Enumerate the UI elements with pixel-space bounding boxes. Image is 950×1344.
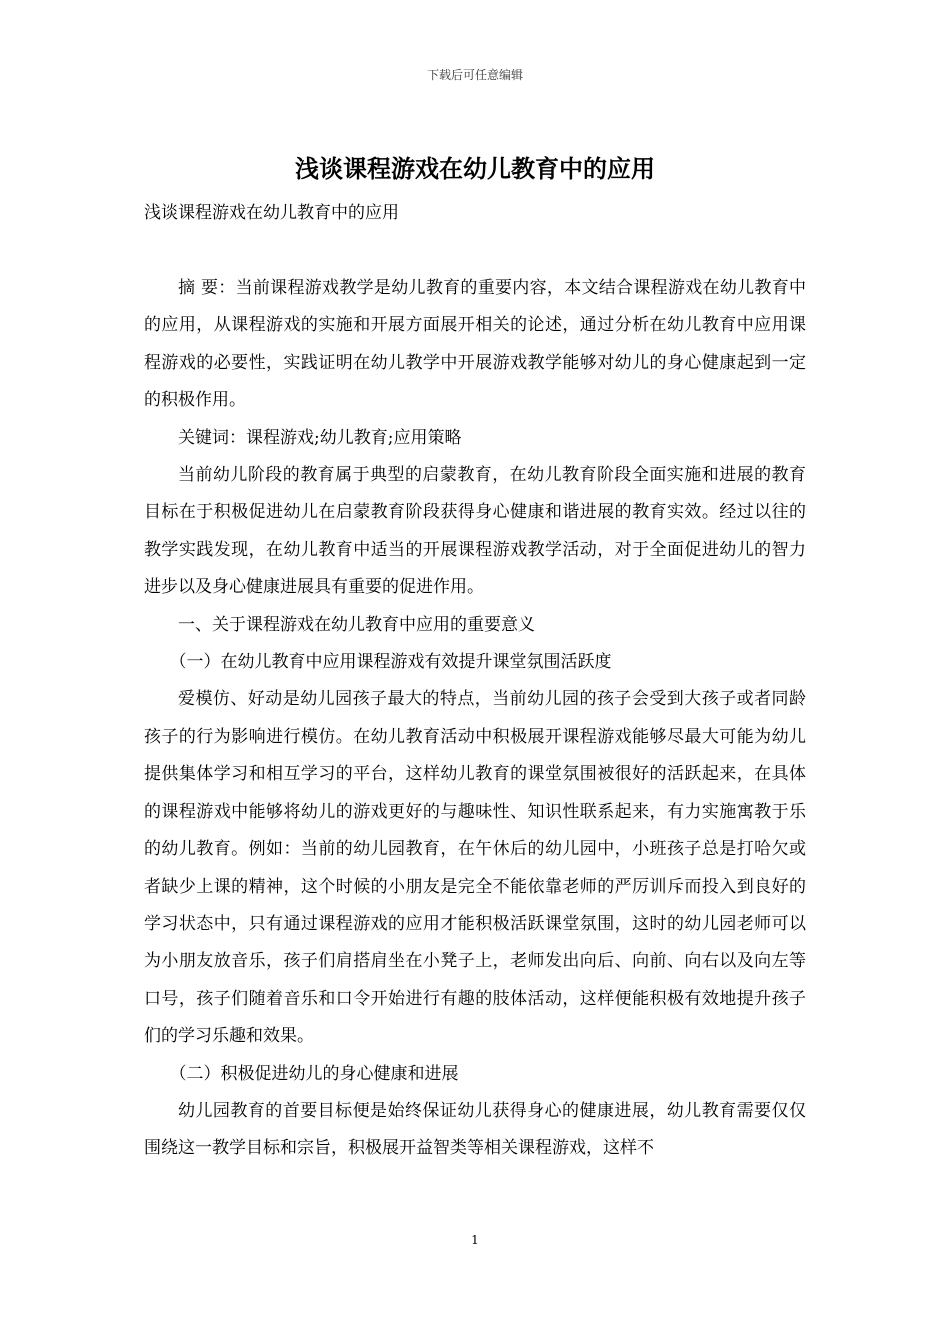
subsection-heading: （一）在幼儿教育中应用课程游戏有效提升课堂氛围活跃度 [169,652,612,673]
subsection-heading: （二）积极促进幼儿的身心健康和进展 [169,1063,459,1084]
document-title: 浅谈课程游戏在幼儿教育中的应用 [295,154,655,183]
section-heading: 一、关于课程游戏在幼儿教育中应用的重要意义 [178,614,535,635]
document-subtitle: 浅谈课程游戏在幼儿教育中的应用 [144,203,399,223]
abstract-paragraph: 摘 要：当前课程游戏教学是幼儿教育的重要内容，本文结合课程游戏在幼儿教育中的应用，从课程游戏的实施和开展方面展开相关的论述，通过分析在幼儿教育中应用课程游戏的必要性，实践证明在幼儿教学中开展游戏教学能够对幼儿的身心健康起到一定的积极作用。 [144,278,806,411]
intro-paragraph: 当前幼儿阶段的教育属于典型的启蒙教育，在幼儿教育阶段全面实施和进展的教育目标在于积极促进幼儿在启蒙教育阶段获得身心健康和谐进展的教育实效。经过以往的教学实践发现，在幼儿教育中适当的开展课程游戏教学活动，对于全面促进幼儿的智力进步以及身心健康进展具有重要的促进作用。 [144,465,806,598]
body-paragraph: 爱模仿、好动是幼儿园孩子最大的特点，当前幼儿园的孩子会受到大孩子或者同龄孩子的行为影响进行模仿。在幼儿教育活动中积极展开课程游戏能够尽最大可能为幼儿提供集体学习和相互学习的平台，这样幼儿教育的课堂氛围被很好的活跃起来，在具体的课程游戏中能够将幼儿的游戏更好的与趣味性、知识性联系起来，有力实施寓教于乐的幼儿教育。例如：当前的幼儿园教育，在午休后的幼儿园中，小班孩子总是打哈欠或者缺少上课的精神，这个时候的小朋友是完全不能依靠老师的严厉训斥而投入到良好的学习状态中，只有通过课程游戏的应用才能积极活跃课堂氛围，这时的幼儿园老师可以为小朋友放音乐，孩子们肩搭肩坐在小凳子上，老师发出向后、向前、向右以及向左等口号，孩子们随着音乐和口令开始进行有趣的肢体活动，这样便能积极有效地提升孩子们的学习乐趣和效果。 [144,689,806,1047]
page-number: 1 [471,1233,479,1247]
document-body [144,270,806,1168]
header-note: 下载后可任意编辑 [426,68,523,82]
body-paragraph: 幼儿园教育的首要目标便是始终保证幼儿获得身心的健康进展，幼儿教育需要仅仅围绕这一教学目标和宗旨，积极展开益智类等相关课程游戏，这样不 [144,1100,806,1159]
keywords-paragraph: 关键词：课程游戏;幼儿教育;应用策略 [178,427,462,448]
